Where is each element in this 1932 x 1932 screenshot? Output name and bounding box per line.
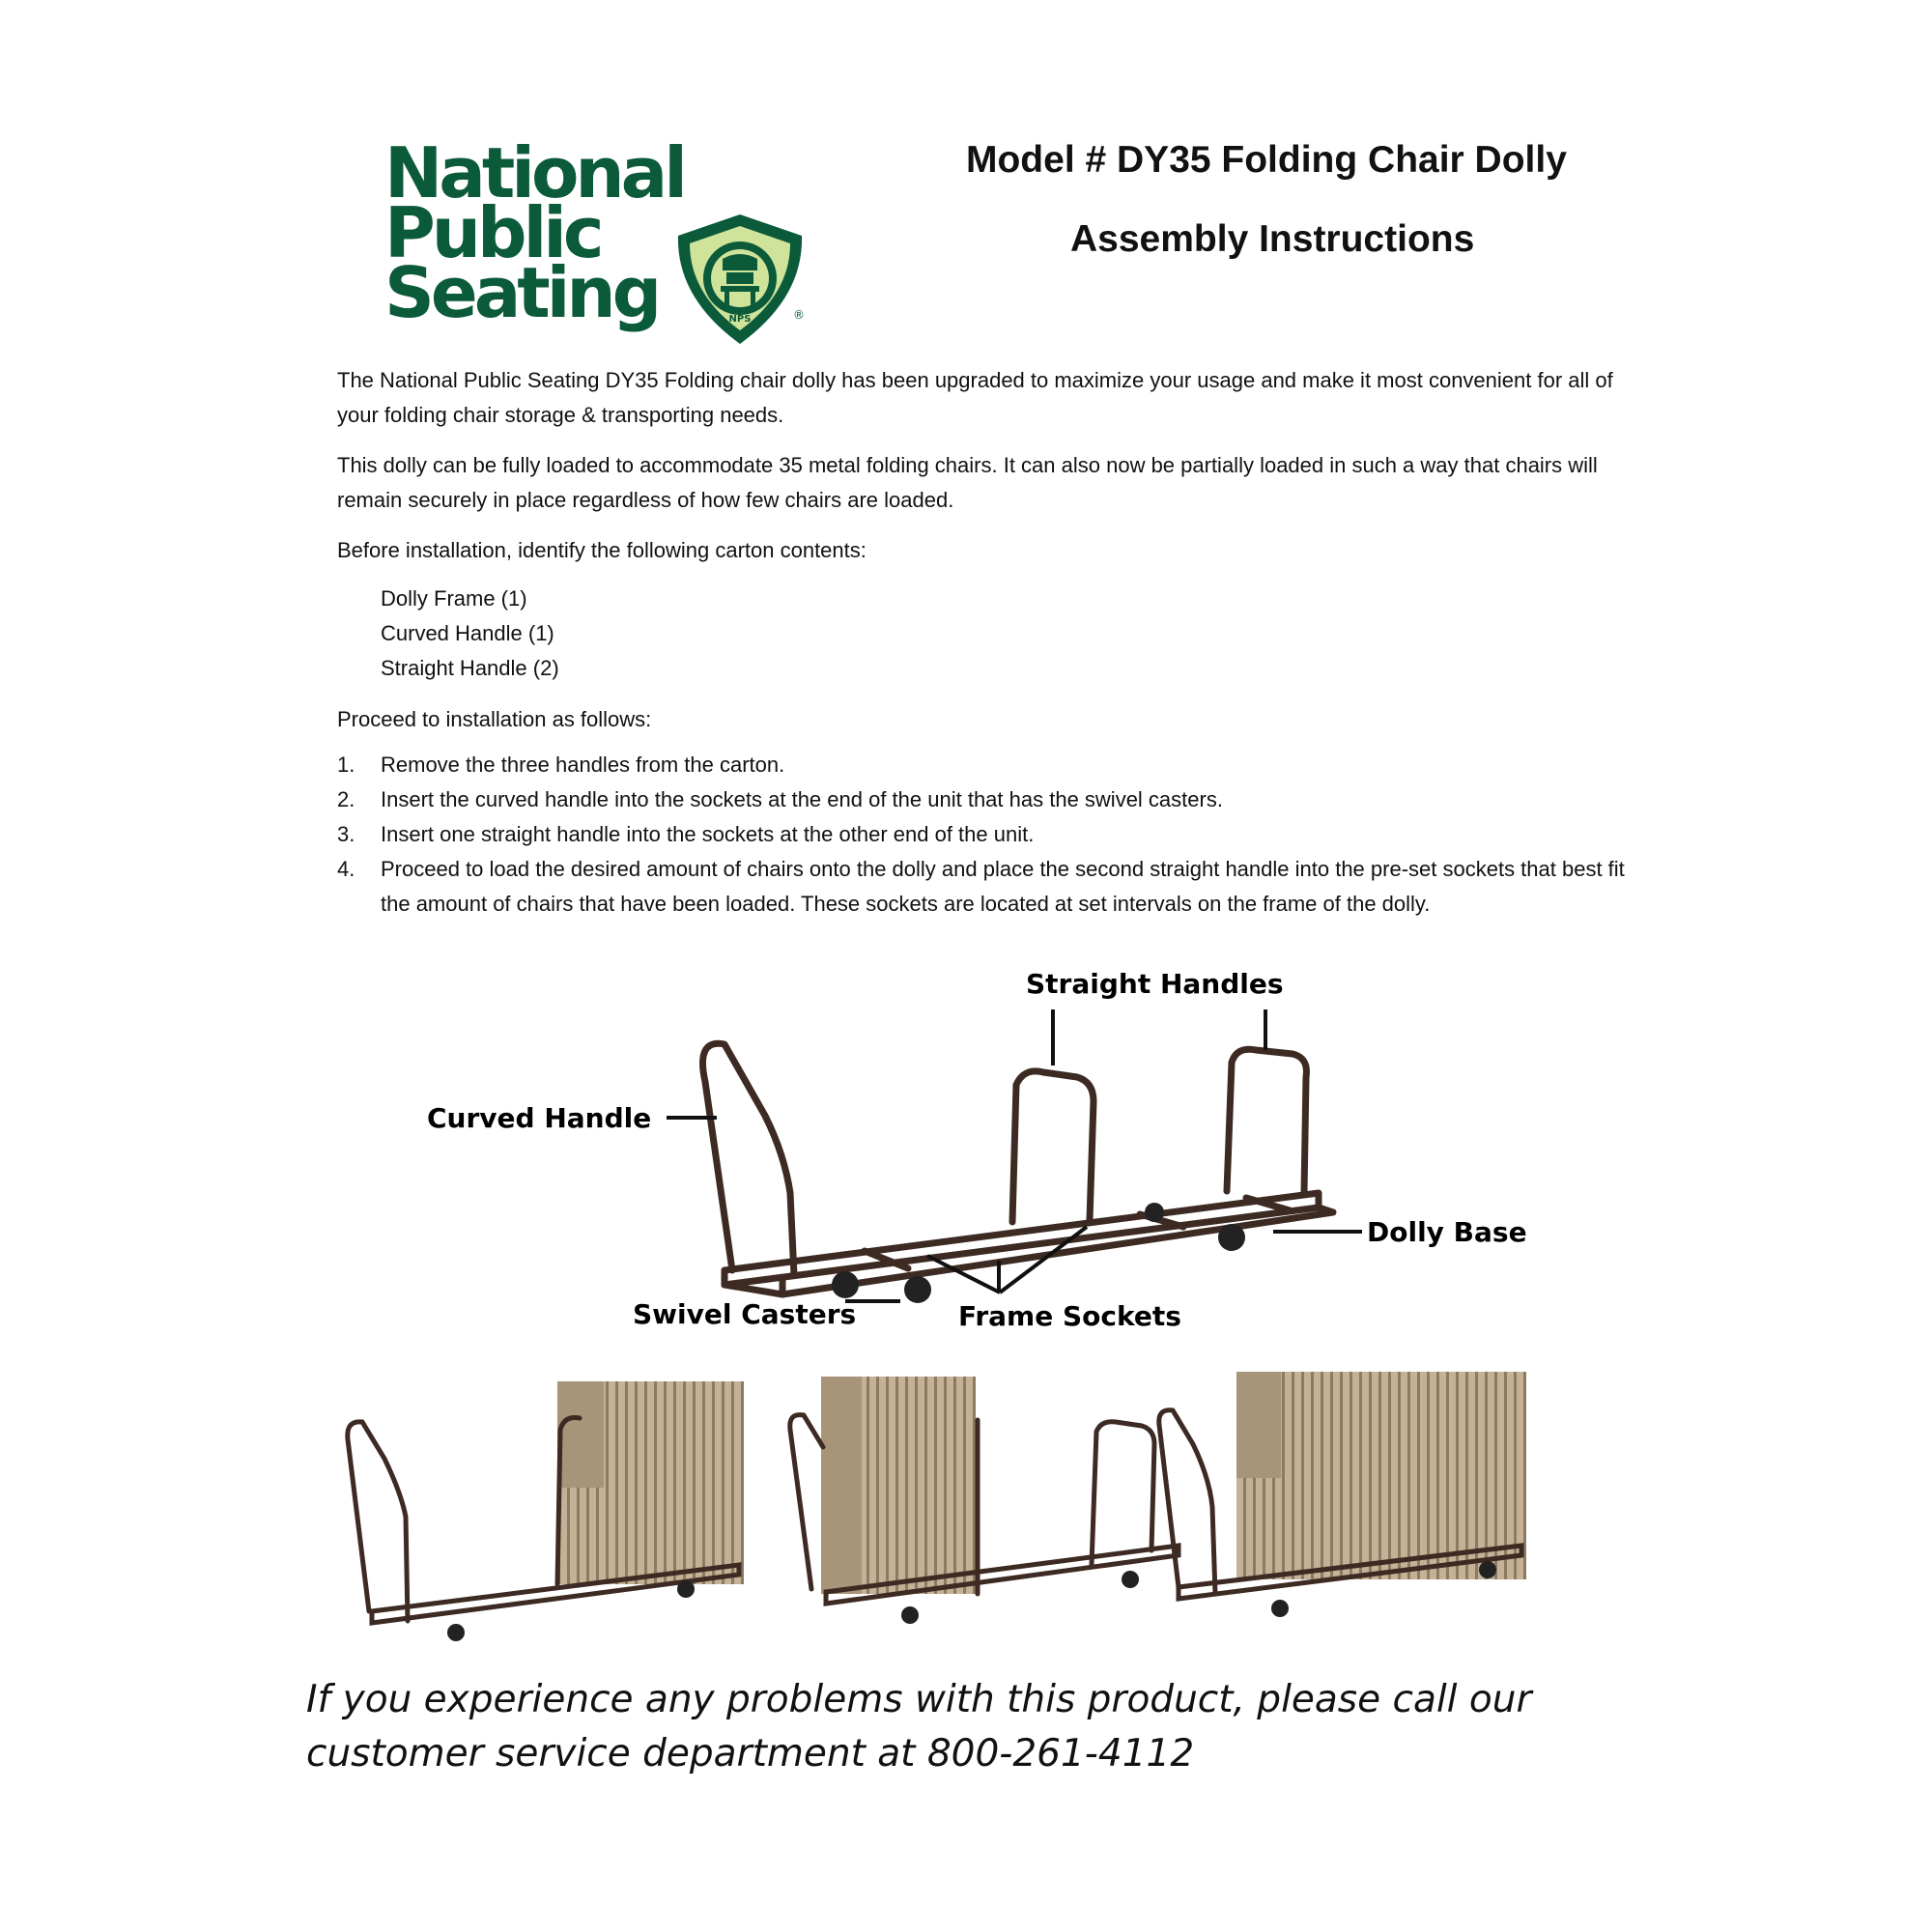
intro-paragraph-3: Before installation, identify the following carton contents: xyxy=(337,538,867,562)
proceed-heading: Proceed to installation as follows: xyxy=(337,707,652,731)
label-swivel-casters: Swivel Casters xyxy=(633,1298,857,1330)
photo-partial-load-left xyxy=(790,1377,1179,1624)
logo-line-1: National xyxy=(384,132,684,213)
list-item: Dolly Frame (1) xyxy=(381,586,527,611)
carton-contents-list xyxy=(381,582,559,686)
intro-paragraph-1: The National Public Seating DY35 Folding chair dolly has been upgraded to maximize your usage and make it most convenient for all of your folding chair storage & transporting needs. xyxy=(337,368,1613,427)
step-1 xyxy=(337,748,1632,782)
step-text: Remove the three handles from the carton. xyxy=(381,753,785,777)
step-number: 3. xyxy=(337,822,355,846)
label-straight-handles: Straight Handles xyxy=(1026,968,1284,1000)
step-number: 4. xyxy=(337,857,355,881)
step-number: 2. xyxy=(337,787,355,811)
shield-label: NPS xyxy=(728,314,752,325)
brand-logo-text xyxy=(384,132,684,333)
step-4 xyxy=(337,852,1632,922)
loaded-dolly-photos xyxy=(328,1362,1604,1652)
step-text: Insert the curved handle into the sockets at the end of the unit that has the swivel casters. xyxy=(381,787,1223,811)
page-subtitle: Assembly Instructions xyxy=(1070,218,1475,260)
step-3 xyxy=(337,817,1632,852)
photo-full-load xyxy=(1159,1372,1526,1617)
installation-steps xyxy=(337,748,1632,922)
label-frame-sockets: Frame Sockets xyxy=(958,1300,1181,1332)
customer-service-note: If you experience any problems with this product, please call our customer service department at 800-261-4112 xyxy=(306,1678,1532,1776)
nps-shield-logo xyxy=(672,211,808,348)
step-text: Insert one straight handle into the sockets at the other end of the unit. xyxy=(381,822,1035,846)
step-number: 1. xyxy=(337,753,355,777)
label-curved-handle: Curved Handle xyxy=(427,1102,652,1134)
dolly-frame-drawing xyxy=(703,1043,1334,1294)
photo-partial-load-right xyxy=(348,1381,744,1641)
list-item: Curved Handle (1) xyxy=(381,621,554,645)
intro-paragraph-2: This dolly can be fully loaded to accommodate 35 metal folding chairs. It can also now be partially loaded in such a way that chairs will remain securely in place regardless of how few chairs are loaded. xyxy=(337,453,1598,512)
logo-line-3: Seating xyxy=(384,252,659,333)
page-title: Model # DY35 Folding Chair Dolly xyxy=(966,139,1567,181)
logo-line-2: Public xyxy=(384,192,601,273)
list-item: Straight Handle (2) xyxy=(381,656,559,680)
label-dolly-base: Dolly Base xyxy=(1367,1216,1527,1248)
step-text: Proceed to load the desired amount of chairs onto the dolly and place the second straight handle into the pre-set sockets that best fit the amount of chairs that have been loaded. These sockets are located at set intervals on the frame of the dolly. xyxy=(381,857,1625,916)
step-2 xyxy=(337,782,1632,817)
dolly-diagram xyxy=(406,961,1565,1348)
registered-mark: ® xyxy=(793,308,805,322)
